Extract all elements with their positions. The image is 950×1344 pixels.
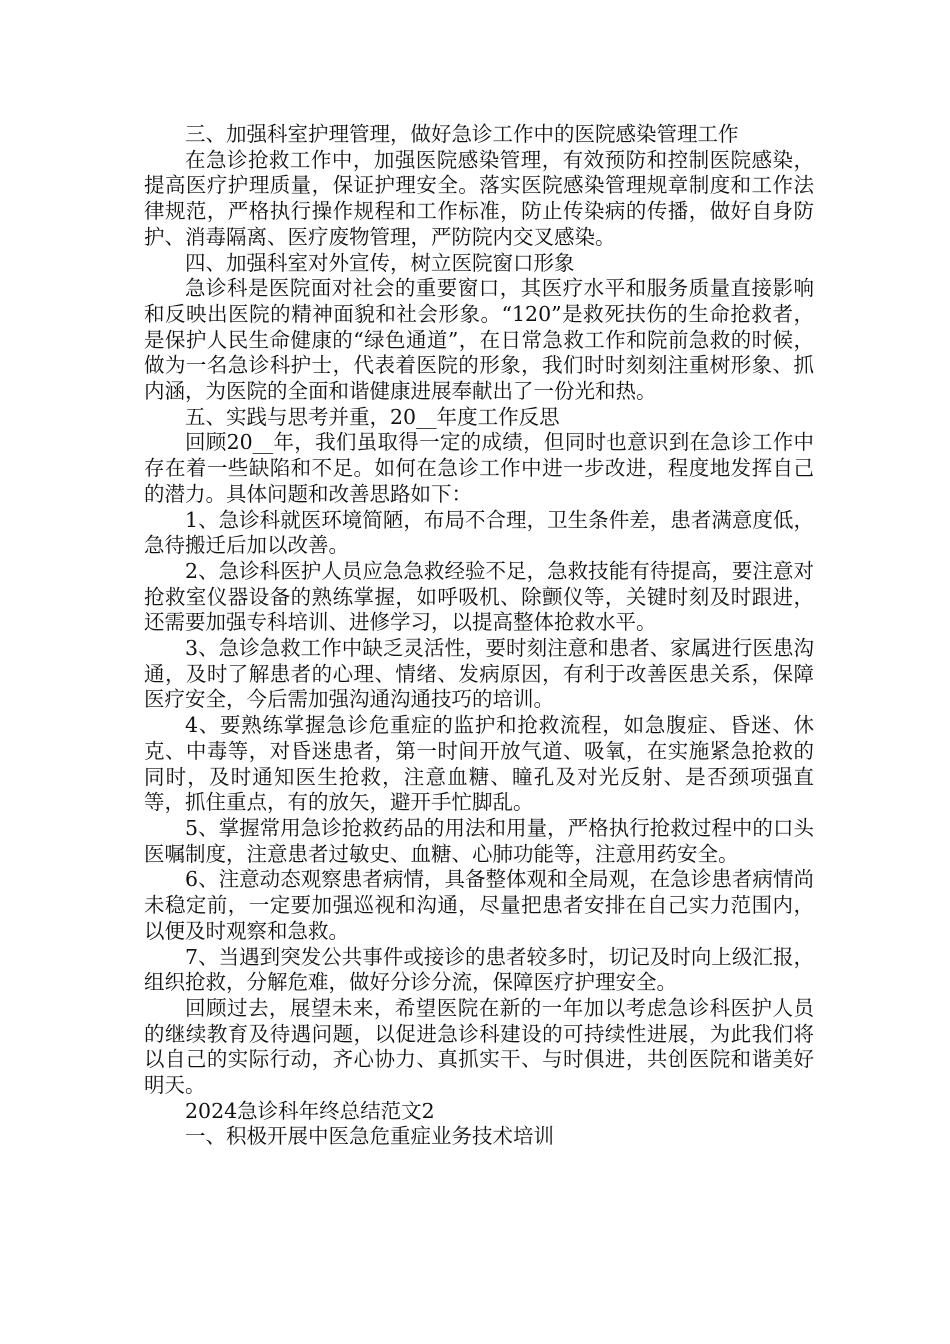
list-item: 7、当遇到突发公共事件或接诊的患者较多时，切记及时向上级汇报，组织抢救，分解危难，做好分诊分流，保障医疗护理安全。 — [144, 944, 814, 995]
list-item: 2、急诊科医护人员应急急救经验不足，急救技能有待提高，要注意对抢救室仪器设备的熟练掌握，如呼吸机、除颤仪等，关键时刻及时跟进，还需要加强专科培训、进修学习，以提高整体抢救水平。 — [144, 558, 814, 635]
section-heading: 五、实践与思考并重，20__年度工作反思 — [185, 404, 560, 429]
list-item: 4、要熟练掌握急诊危重症的监护和抢救流程，如急腹症、昏迷、休克、中毒等，对昏迷患者，第一时间开放气道、吸氧，在实施紧急抢救的同时，及时通知医生抢救，注意血糖、瞳孔及对光反射、是否颈项强直等，抓住重点，有的放矢，避开手忙脚乱。 — [144, 713, 814, 815]
body-paragraph: 急诊科是医院面对社会的重要窗口，其医疗水平和服务质量直接影响和反映出医院的精神面貌和社会形象。“120”是救死扶伤的生命抢救者，是保护人民生命健康的“绿色通道”，在日常急救工作和院前急救的时候，做为一名急诊科护士，代表着医院的形象，我们时时刻刻注重树形象、抓内涵，为医院的全面和谐健康进展奉献出了一份光和热。 — [144, 276, 814, 404]
list-item: 6、注意动态观察患者病情，具备整体观和全局观，在急诊患者病情尚未稳定前，一定要加强巡视和沟通，尽量把患者安排在自己实力范围内，以便及时观察和急救。 — [144, 867, 814, 943]
article-title: 2024急诊科年终总结范文2 — [185, 1098, 435, 1123]
body-paragraph: 回顾20__年，我们虽取得一定的成绩，但同时也意识到在急诊工作中存在着一些缺陷和不足。如何在急诊工作中进一步改进，程度地发挥自己的潜力。具体问题和改善思路如下： — [144, 430, 814, 506]
body-paragraph: 在急诊抢救工作中，加强医院感染管理，有效预防和控制医院感染，提高医疗护理质量，保证护理安全。落实医院感染管理规章制度和工作法律规范，严格执行操作规程和工作标准，防止传染病的传播，做好自身防护、消毒隔离、医疗废物管理，严防院内交叉感染。 — [144, 147, 814, 249]
document-page — [144, 122, 814, 1150]
list-item: 1、急诊科就医环境简陋，布局不合理，卫生条件差，患者满意度低，急待搬迁后加以改善。 — [144, 507, 814, 558]
section-heading: 四、加强科室对外宣传，树立医院窗口形象 — [185, 250, 575, 275]
list-item: 5、掌握常用急诊抢救药品的用法和用量，严格执行抢救过程中的口头医嘱制度，注意患者过敏史、血糖、心肺功能等，注意用药安全。 — [144, 815, 814, 866]
list-item: 3、急诊急救工作中缺乏灵活性，要时刻注意和患者、家属进行医患沟通，及时了解患者的心理、情绪、发病原因，有利于改善医患关系，保障医疗安全，今后需加强沟通沟通技巧的培训。 — [144, 636, 814, 712]
section-heading: 一、积极开展中医急危重症业务技术培训 — [185, 1124, 554, 1149]
body-paragraph: 回顾过去，展望未来，希望医院在新的一年加以考虑急诊科医护人员的继续教育及待遇问题，以促进急诊科建设的可持续性进展，为此我们将以自己的实际行动，齐心协力、真抓实干、与时俱进，共创医院和谐美好明天。 — [144, 995, 814, 1098]
section-heading: 三、加强科室护理管理，做好急诊工作中的医院感染管理工作 — [185, 122, 739, 146]
